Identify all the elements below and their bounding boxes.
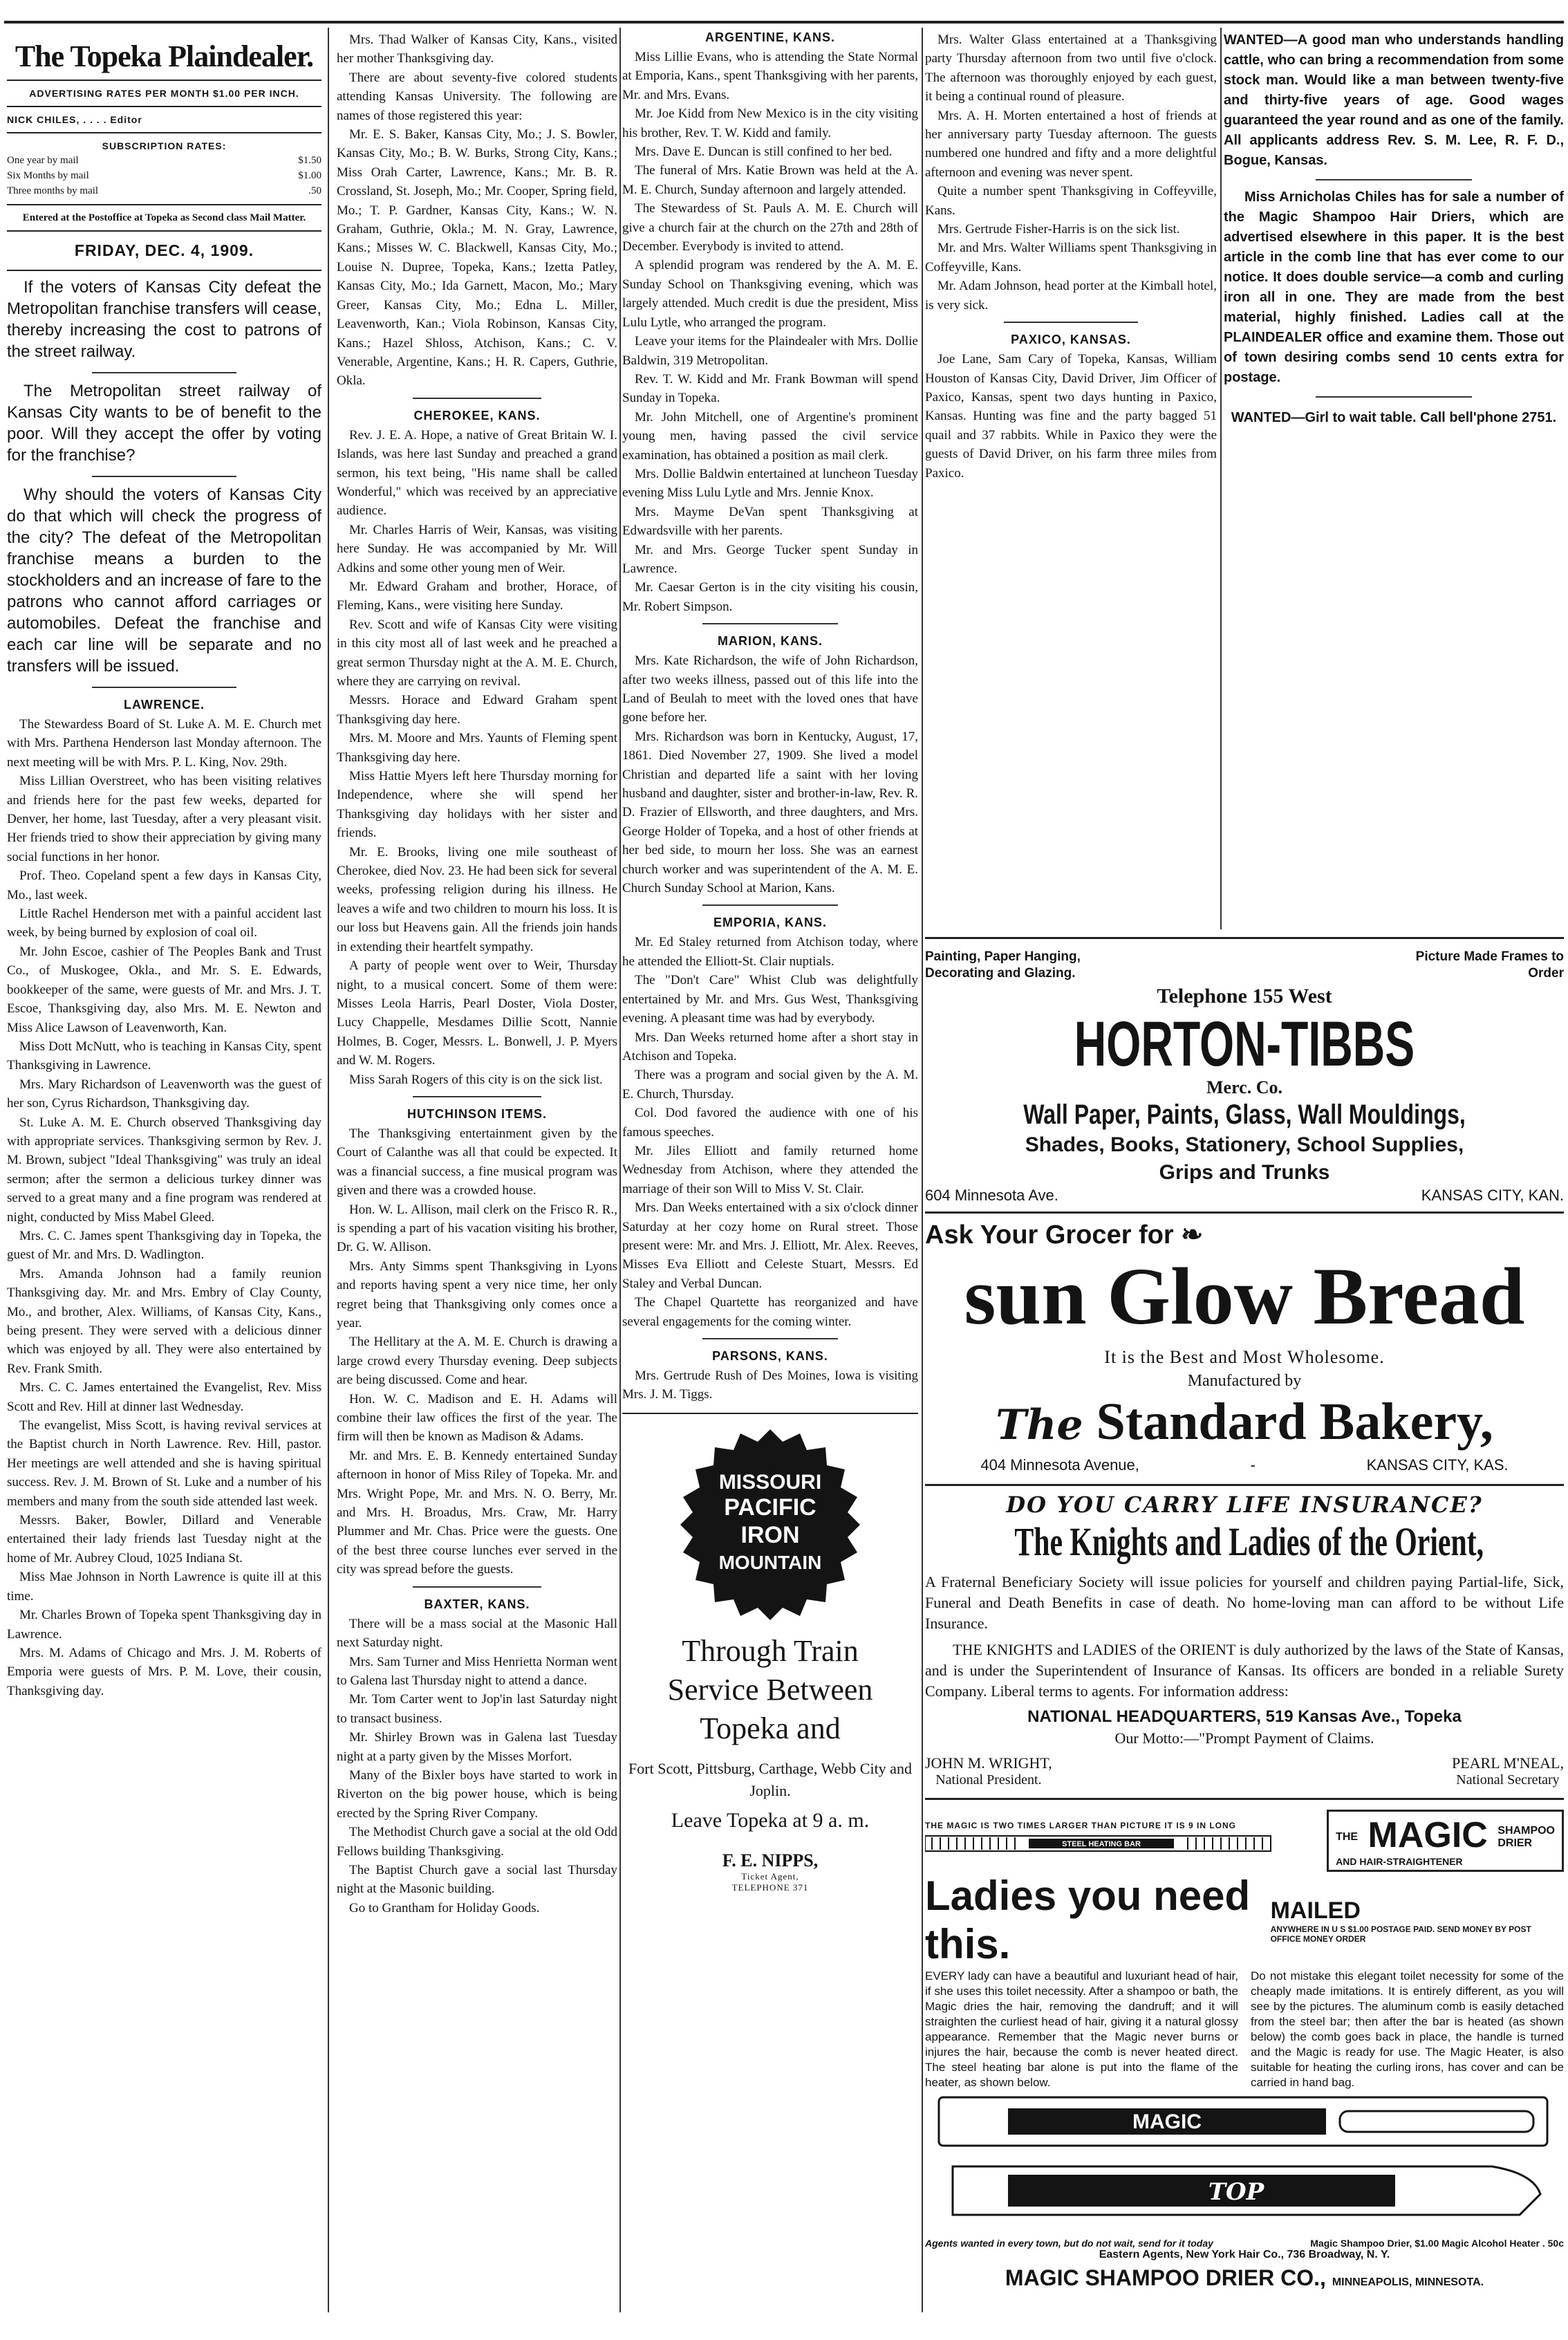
magic-brand-sub: DRIER [1497,1837,1533,1850]
rate-label: One year by mail [7,155,79,166]
horton-city: KANSAS CITY, KAN. [1421,1187,1564,1204]
argentine-news [622,48,918,616]
magic-size-note: THE MAGIC IS TWO TIMES LARGER THAN PICTURE IT IS 9 IN LONG [925,1820,1237,1830]
news-paragraph: Mr. E. Brooks, living one mile southeast of Cherokee, died Nov. 23. He had been sick for several weeks, professing religion during his illness. He leaves a wife and two children to mourn his loss. It is our loss but Heavens gain. All the friends join hands in extending their heartfelt sympathy. [337,844,617,954]
bakery-dash: - [1250,1456,1256,1474]
rate-label: Six Months by mail [7,170,89,181]
bread-manufacturer-label: Manufactured by [1187,1372,1302,1390]
news-paragraph: Many of the Bixler boys have started to work in Riverton on the big power house, which is being erected by the Spring River Company. [337,1767,617,1821]
top-border-rule [4,21,1564,24]
divider [7,270,321,271]
bakery-name: Standard Bakery, [1096,1393,1493,1451]
insurance-question: DO YOU CARRY LIFE INSURANCE? [1006,1492,1483,1518]
horton-phone: Telephone 155 West [1157,985,1332,1008]
section-heading-parsons: PARSONS, KANS. [712,1349,828,1363]
want-ad-girl: WANTED—Girl to wait table. Call bell'phone 2751. [1231,410,1557,425]
bread-slogan: It is the Best and Most Wholesome. [1104,1347,1385,1367]
rail-headline-line: Service Between [667,1672,873,1707]
news-paragraph: Mrs. M. Moore and Mrs. Yaunts of Fleming spent Thanksgiving day here. [337,731,617,765]
news-paragraph: Miss Lillie Evans, who is attending the State Normal at Emporia, Kans., spent Thanksgiving with her parents, Mr. and Mrs. Evans. [622,50,918,102]
news-paragraph: The Baptist Church gave a social last Thursday night at the Masonic building. [337,1862,617,1897]
divider [92,687,236,688]
horton-name: HORTON-TIBBS [1074,1009,1415,1079]
railroad-ad [622,1421,918,1893]
section-heading-marion: MARION, KANS. [718,634,823,649]
horton-tibbs-ad [925,945,1564,1214]
paper-nameplate: The Topeka Plaindealer. [15,39,314,73]
news-paragraph: Mrs. Kate Richardson, the wife of John Richardson, after two weeks illness, passed out of this life into the Land of Beulah to meet with the loved ones that have gone before her. [622,653,918,725]
news-paragraph: Mr. Jiles Elliott and family returned home Wednesday from Atchison, where they attended the marriage of their son Will to Miss V. St. Clair. [622,1143,918,1196]
divider [413,398,542,399]
news-paragraph: Mr. Edward Graham and brother, Horace, of Fleming, Kans., were visiting here Sunday. [337,579,617,613]
news-paragraph: Mr. Caesar Gerton is in the city visiting his cousin, Mr. Robert Simpson. [622,580,918,614]
paxico-news [925,350,1217,483]
news-paragraph: Go to Grantham for Holiday Goods. [349,1900,540,1915]
horton-goods-line: Wall Paper, Paints, Glass, Wall Mouldings, [1023,1099,1466,1130]
news-paragraph: The Stewardess Board of St. Luke A. M. E. Church met with Mrs. Parthena Henderson last Monday afternoon. The next meeting will be with Mrs. P. L. King, Nov. 29th. [7,717,321,770]
fleuron-icon: ❧ [1181,1220,1204,1250]
knights-headquarters: NATIONAL HEADQUARTERS, 519 Kansas Ave., Topeka [1027,1707,1462,1726]
horton-address: 604 Minnesota Ave. [925,1187,1058,1204]
news-paragraph: The Stewardess of St. Pauls A. M. E. Church will give a church fair at the church on the 27th and 28th of December. Everybody is invited to attend. [622,201,918,254]
president-title: National President. [935,1772,1042,1788]
news-paragraph: The Chapel Quartette has reorganized and have several engagements for the coming winter. [622,1295,918,1329]
emporia-news [622,933,918,1331]
news-paragraph: The Methodist Church gave a social at the old Odd Fellows building Thanksgiving. [337,1825,617,1859]
news-paragraph: The Hellitary at the A. M. E. Church is drawing a large crowd every Thursday evening. Deep subjects are being discussed. Come and hear. [337,1335,617,1388]
knights-motto: Our Motto:—"Prompt Payment of Claims. [1114,1729,1374,1747]
rail-headline-line: Through Train [682,1633,859,1668]
news-paragraph: Mrs. M. Adams of Chicago and Mrs. J. M. Roberts of Emporia were guests of Mrs. P. M. Love, their cousin, Thanksgiving day. [7,1645,321,1698]
section-heading-paxico: PAXICO, KANSAS. [1011,333,1131,347]
news-paragraph: Mrs. Gertrude Rush of Des Moines, Iowa is visiting Mrs. J. M. Tiggs. [622,1368,918,1402]
bread-name: sun Glow Bread [964,1251,1525,1341]
news-paragraph: Little Rachel Henderson met with a painful accident last week, by being burned by explosion of coal oil. [7,907,321,940]
section-heading-argentine: ARGENTINE, KANS. [704,30,835,44]
rates-list [7,153,321,198]
divider [92,476,236,477]
news-paragraph: Mrs. Amanda Johnson had a family reunion Thanksgiving day. Mr. and Mrs. Embry of Clay County, Mo., and brother, Alex. Williams, of Kansas City, Kans., being present. They were served with a delicious dinner which was enjoyed by all. They were also entertained by Rev. Frank Smith. [7,1266,321,1376]
divider [702,1338,839,1339]
magic-brand-sub: SHAMPOO [1497,1825,1555,1837]
news-paragraph: Mrs. Richardson was born in Kentucky, August, 17, 1861. Died November 27, 1909. She lived a model Christian and departed life a saint with her loving husband and daughter, sister and brother-in-law, Rev. R. D. Frazier of Ellsworth, and three daughters, and Mrs. George Holder of Topeka, and a host of other friends at her bed side, to mourn her loss. She was an earnest church worker and was superintendent of the A. M. E. Church Sunday School at Marion, Kans. [622,729,918,896]
magic-brand-sub: AND HAIR-STRAIGHTENER [1336,1856,1463,1867]
divider [413,1096,542,1097]
news-paragraph: Messrs. Horace and Edward Graham spent Thanksgiving day here. [337,693,617,727]
divider [1316,179,1472,180]
news-paragraph: Mr. and Mrs. E. B. Kennedy entertained Sunday afternoon in honor of Miss Riley of Topeka. Mr. and Mrs. Wright Pope, Mr. and Mrs. N. O. Berry, Mr. and Mrs. H. Broadus, Mrs. Craw, Mr. Harry Plummer and Mr. Chas. Price were the guests. One of the best three course lunches ever served in the city was spread before the guests. [337,1448,617,1577]
rail-agent-title: Ticket Agent, [741,1870,799,1882]
news-paragraph: Mr. Shirley Brown was in Galena last Tuesday night at a party given by the Misses Morfort. [337,1730,617,1764]
divider [1316,396,1472,398]
news-paragraph: Mrs. Mary Richardson of Leavenworth was the guest of her son, Cyrus Richardson, Thanksgiving day. [7,1077,321,1111]
news-paragraph: Rev. Scott and wife of Kansas City were visiting in this city most all of last week and he preached a great sermon Thursday night at the A. M. E. Church, where they are carrying on revival. [337,617,617,689]
news-paragraph: Rev. T. W. Kidd and Mr. Frank Bowman will spend Sunday in Topeka. [622,371,918,406]
knights-body: A Fraternal Beneficiary Society will issue policies for yourself and children paying Partial-life, Sick, Funeral and Death Benefits in case of death. No home-loving man can afford to be without Life Insurance. [925,1573,1564,1632]
news-paragraph: There will be a mass social at the Masonic Hall next Saturday night. [337,1616,617,1651]
news-paragraph: Mrs. C. C. James entertained the Evangelist, Rev. Miss Scott and Rev. Hill at dinner last Wednesday. [7,1380,321,1414]
rate-row [7,153,321,168]
rate-price: $1.50 [298,155,321,166]
news-paragraph: Mrs. C. C. James spent Thanksgiving day in Topeka, the guest of Mr. and Mrs. D. Wadlington. [7,1228,321,1263]
news-paragraph: Mr. Ed Staley returned from Atchison today, where he attended the Elliott-St. Clair nuptials. [622,935,918,969]
news-paragraph: Leave your items for the Plaindealer with Mrs. Dollie Baldwin, 319 Metropolitan. [622,334,918,368]
section-heading-baxter: BAXTER, KANS. [424,1597,530,1611]
column-2 [337,30,617,2319]
magic-left-copy: EVERY lady can have a beautiful and luxuriant head of hair, if she uses this toilet necessity. After a shampoo or bath, the Magic dries the hair, removing the dandruff; and it will straighten the curliest head of hair, giving it a natural glossy appearance. Remember that the Magic never burns or injures the hair, because the comb is never heated direct. The steel heating bar alone is put into the flame of the heater, as shown below. [925,1969,1238,2089]
secretary-title: National Secretary [1456,1772,1560,1788]
hutchinson-news [337,1124,617,1579]
divider [1004,322,1138,323]
news-paragraph: Col. Dod favored the audience with one of his famous speeches. [622,1106,918,1140]
issue-date: FRIDAY, DEC. 4, 1909. [74,241,254,259]
sun-glow-bread-ad [925,1214,1564,1486]
column-1 [7,30,321,2319]
knights-title: The Knights and Ladies of the Orient, [1014,1519,1484,1564]
news-paragraph: The Thanksgiving entertainment given by the Court of Calanthe was all that could be expected. It was a financial success, a fine musical program was given and there was a crowded house. [337,1126,617,1198]
parsons-news [622,1366,918,1404]
column-rule [328,28,329,2312]
heater-top-label: TOP [1208,2178,1264,2206]
entry-note: Entered at the Postoffice at Topeka as Second class Mail Matter. [22,212,306,223]
news-paragraph: Mr. Charles Harris of Weir, Kansas, was visiting here Sunday. He was accompanied by Mr. Will Adkins and some other young men of Weir. [337,522,617,575]
rail-agent-name: F. E. NIPPS, [722,1850,819,1870]
news-paragraph: Messrs. Baker, Bowler, Dillard and Venerable entertained their lady friends last Tuesday night at the home of Mr. Aubrey Cloud, 1025 Indiana St. [7,1513,321,1566]
news-paragraph: Prof. Theo. Copeland spent a few days in Kansas City, Mo., last week. [7,869,321,902]
logo-line: MISSOURI [718,1470,822,1494]
divider [622,1413,918,1414]
news-paragraph: Mrs. Dave E. Duncan is still confined to her bed. [635,145,893,160]
baxter-news [337,1615,617,1918]
magic-brand-the: THE [1336,1831,1359,1844]
section-heading-hutchinson: HUTCHINSON ITEMS. [407,1106,547,1121]
bread-ask: Ask Your Grocer for [925,1220,1174,1250]
column-rule [922,28,923,2312]
kansas-university-news [337,30,617,391]
magic-company-city: MINNEAPOLIS, MINNESOTA. [1332,2276,1484,2288]
news-paragraph: Hon. W. L. Allison, mail clerk on the Frisco R. R., is spending a part of his vacation visiting his brother, Dr. G. W. Allison. [337,1202,617,1255]
news-paragraph: Mrs. Anty Simms spent Thanksgiving in Lyons and reports having spent a very nice time, her only regret being that Thanksgiving only comes once a year. [337,1259,617,1330]
knights-body-2: THE KNIGHTS and LADIES of the ORIENT is duly authorized by the laws of the State of Kansas, and is under the Superintendent of Insurance of Kansas. Its officers are bonded in a reliable Surety Company. Liberal terms to agents. For information address: [925,1641,1564,1700]
news-paragraph: Mrs. Thad Walker of Kansas City, Kans., visited her mother Thanksgiving day. [337,32,617,66]
section-heading-cherokee: CHEROKEE, KANS. [413,408,541,423]
column-rule [1220,28,1222,929]
horton-frames: Picture Made Frames to Order [1415,949,1564,981]
news-paragraph: Mr. Charles Brown of Topeka spent Thanksgiving day in Lawrence. [7,1608,321,1642]
steel-bar-label: STEEL HEATING BAR [1062,1839,1141,1848]
divider [7,204,321,205]
news-paragraph: St. Luke A. M. E. Church observed Thanksgiving day with appropriate services. Thanksgiving sermon by Rev. J. M. Brown, subject "Ideal Thanksgiving" was truly an ideal sermon; after the sermon a delicious turkey dinner was served to a great many and a fine program was rendered at night, conducted by Miss Mabel Gleed. [7,1115,321,1225]
news-paragraph: Mrs. Mayme DeVan spent Thanksgiving at Edwardsville with her parents. [622,504,918,539]
missouri-pacific-logo-icon [666,1421,874,1628]
ad-rates: ADVERTISING RATES PER MONTH $1.00 PER INCH. [29,88,299,99]
rail-departure: Leave Topeka at 9 a. m. [671,1808,870,1832]
news-paragraph: Mrs. Gertrude Fisher-Harris is on the sick list. [937,222,1180,237]
news-paragraph: Miss Mae Johnson in North Lawrence is quite ill at this time. [7,1570,321,1604]
news-paragraph: Hon. W. C. Madison and E. H. Adams will combine their law offices the first of the year. The firm will then be known as Madison & Adams. [337,1391,617,1445]
rate-price: $1.00 [298,170,321,181]
news-paragraph: Mrs. Dan Weeks returned home after a short stay in Atchison and Topeka. [622,1030,918,1064]
news-paragraph: Quite a number spent Thanksgiving in Coffeyville, Kans. [925,184,1217,218]
divider [702,623,839,624]
divider [92,372,236,373]
news-paragraph: A party of people went over to Weir, Thursday night, to a musical concert. Some of them were: Misses Leola Harris, Pearl Doster, Viola Doster, Lucy Chappelle, Mesdames Dillie Scott, Nannie Holmes, B. Coger, Messrs. L. Bonwell, J. P. Myers and W. M. Rogers. [337,958,617,1068]
column-3 [622,30,918,2319]
news-paragraph: There are about seventy-five colored students attending Kansas University. The following are names of those registered this year: [337,70,617,123]
drier-and-heater-illustration-icon [925,2090,1561,2229]
logo-line: PACIFIC [724,1494,816,1521]
horton-merc: Merc. Co. [1206,1077,1282,1097]
display-ads [925,937,1564,2319]
news-paragraph: Mrs. Sam Turner and Miss Henrietta Norman went to Galena last Thursday night to attend a dance. [337,1654,617,1688]
news-paragraph: A splendid program was rendered by the A. M. E. Sunday School on Thanksgiving evening, which was largely attended. Much credit is due the president, Miss Lulu Lytle, who arranged the program. [622,258,918,330]
news-paragraph: Mr. John Escoe, cashier of The Peoples Bank and Trust Co., of Muskogee, Okla., and Mr. S. E. Edwards, bookkeeper of the same, were guests of Mr. and Mrs. J. T. Escoe, Thanksgiving day, also Mrs. M. E. Newton and Miss Alice Lawson of Leavenworth, Kan. [7,944,321,1035]
secretary-name: PEARL M'NEAL, [1451,1754,1564,1772]
news-paragraph: The funeral of Mrs. Katie Brown was held at the A. M. E. Church, Sunday afternoon and largely attended. [622,163,918,197]
news-paragraph: Mrs. A. H. Morten entertained a host of friends at her anniversary party Tuesday afternoon. The guests numbered one hundred and fifty and a more delightful afternoon and evening was never spent. [925,108,1217,180]
magic-brand: MAGIC [1368,1815,1488,1855]
news-paragraph: Mrs. Dollie Baldwin entertained at luncheon Tuesday evening Miss Lulu Lytle and Mrs. Jennie Knox. [622,466,918,501]
knights-ladies-ad [925,1486,1564,1800]
news-paragraph: There was a program and social given by the A. M. E. Church, Thursday. [622,1068,918,1102]
news-paragraph: The evangelist, Miss Scott, is having revival services at the Baptist church in North Lawrence. Rev. Hill, pastor. Her meetings are well attended and she is having spiritual success. Rev. J. M. Brown of St. Luke and a number of his members and many from the south side attended last week. [7,1418,321,1509]
magic-agents: Agents wanted in every town, but do not wait, send for it today [925,2238,1213,2249]
marion-news [622,651,918,898]
bakery-city: KANSAS CITY, KAS. [1366,1456,1509,1474]
chiles-drier-ad: Miss Arnicholas Chiles has for sale a number of the Magic Shampoo Hair Driers, which are advertised elsewhere in this paper. It is the best article in the comb line that has ever come to our notice. It does double service—a comb and curling iron all in one. They are made from the best material, highly finished. Ladies call at the PLAINDEALER office and examine them. Those out of town desiring combs send 10 cents extra for postage. [1224,189,1564,385]
editorial-paragraph: If the voters of Kansas City defeat the Metropolitan franchise transfers will cease, thereby increasing the cost to patrons of the street railway. [7,278,321,361]
rail-headline-line: Topeka and [700,1711,841,1745]
news-paragraph: Mr. Joe Kidd from New Mexico is in the city visiting his brother, Rev. T. W. Kidd and family. [622,106,918,140]
comb-brand-label: MAGIC [1132,2110,1202,2133]
divider [925,937,1564,939]
divider [7,230,321,232]
editorial-paragraph: Why should the voters of Kansas City do that which will check the progress of the city? The defeat of the Metropolitan franchise means a burden to the stockholders and an increase of fare to the patrons who cannot afford carriages or automobiles. Defeat the franchise and each car line will be separate and no transfers will be issued. [7,485,321,676]
president-name: JOHN M. WRIGHT, [925,1754,1052,1772]
news-paragraph: Mr. Adam Johnson, head porter at the Kimball hotel, is very sick. [925,279,1217,313]
divider [7,80,321,81]
logo-line: IRON [740,1521,800,1548]
news-paragraph: Joe Lane, Sam Cary of Topeka, Kansas, William Houston of Kansas City, David Driver, Jim Officer of Paxico, Kansas, spent two days hunting in Paxico, Kansas. Hunting was fine and the party bagged 51 quail and 37 rabbits. While in Paxico they were the guests of David Driver, on his farm three miles from Paxico. [925,352,1217,481]
rail-agent-phone: TELEPHONE 371 [731,1882,809,1893]
subscription-heading: SUBSCRIPTION RATES: [102,140,227,151]
news-paragraph: Mr. and Mrs. George Tucker spent Sunday in Lawrence. [622,542,918,576]
cherokee-news [337,426,617,1089]
society-news [925,30,1217,315]
magic-mailed-terms: ANYWHERE IN U S $1.00 POSTAGE PAID. SEND MONEY BY POST OFFICE MONEY ORDER [1270,1924,1531,1944]
horton-services: Painting, Paper Hanging, Decorating and Glazing. [925,949,1081,981]
news-paragraph: Mrs. Dan Weeks entertained with a six o'clock dinner Saturday at her cozy home on Rural street. Those present were: Mr. and Mrs. J. Elliott, Mr. Alex. Reeves, Misses Eva Elliott and Celeste Stuart, Messrs. Ed Staley and Verbal Duncan. [622,1200,918,1291]
news-paragraph: The "Don't Care" Whist Club was delightfully entertained by Mr. and Mrs. Gus West, Thanksgiving evening. A pleasant time was had by everybody. [622,973,918,1026]
divider [413,1586,542,1588]
magic-mailed: MAILED [1270,1897,1361,1924]
editor-line: NICK CHILES, . . . . Editor [7,114,142,125]
bakery-address: 404 Minnesota Avenue, [980,1456,1139,1474]
rate-label: Three months by mail [7,185,99,196]
lawrence-news [7,715,321,1700]
column-rule [619,28,621,2312]
section-heading-emporia: EMPORIA, KANS. [713,916,827,930]
magic-right-copy: Do not mistake this elegant toilet necessity for some of the cheaply made imitations. It is entirely different, as you will see by the pictures. The aluminum comb is easily detached from the steel bar; then after the bar is heated (as shown below) the comb goes back in place, the handle is turned and the Magic is ready for use. The Magic Heater, is also suitable for heating the curling irons, has cover and can be carried in hand bag. [1251,1969,1564,2089]
rate-price: .50 [308,185,321,196]
magic-brand-box [1327,1810,1564,1872]
column-4 [925,30,1217,916]
news-paragraph: Mr. Tom Carter went to Jop'in last Saturday night to transact business. [337,1692,617,1726]
magic-company: MAGIC SHAMPOO DRIER CO., [1005,2265,1326,2290]
bakery-the: The [996,1401,1083,1449]
news-paragraph: Mr. and Mrs. Walter Williams spent Thanksgiving in Coffeyville, Kans. [925,241,1217,275]
news-paragraph: Miss Hattie Myers left here Thursday morning for Independence, where she will spend her Thanksgiving day holidays with her sister and friends. [337,769,617,841]
news-paragraph: Miss Sarah Rogers of this city is on the sick list. [349,1072,603,1087]
magic-eastern-agents: Eastern Agents, New York Hair Co., 736 Broadway, N. Y. [1099,2249,1390,2260]
magic-shampoo-ad [925,1800,1564,2291]
want-ad-cattle: WANTED—A good man who understands handling cattle, who can bring a recommendation from some stock man. Would like a man between twenty-five and thirty-five years of age. Good wages guaranteed the year round and as one of the family. All applicants address Rev. S. M. Lee, R. F. D., Bogue, Kansas. [1224,32,1564,168]
news-paragraph: Mr. John Mitchell, one of Argentine's prominent young men, having passed the civil service examination, has obtained a position as mail clerk. [622,409,918,463]
logo-line: MOUNTAIN [718,1551,822,1573]
news-paragraph: Miss Dott McNutt, who is teaching in Kansas City, spent Thanksgiving in Lawrence. [7,1039,321,1073]
divider [702,904,839,906]
news-paragraph: Mrs. Walter Glass entertained at a Thanksgiving party Thursday afternoon from two until five o'clock. The afternoon was thoroughly enjoyed by each guest, it being a continual round of pleasure. [925,32,1217,104]
section-heading-lawrence: LAWRENCE. [124,698,205,712]
news-paragraph: Rev. J. E. A. Hope, a native of Great Britain W. I. Islands, was here last Sunday and preached a grand sermon, his text being, "His name shall be called Wonderful," which was received by an appreciative audience. [337,427,617,519]
divider [7,106,321,107]
rail-cities: Fort Scott, Pittsburg, Carthage, Webb City and Joplin. [628,1759,912,1799]
rate-row [7,183,321,198]
magic-headline: Ladies you need this. [925,1873,1251,1967]
rate-row [7,168,321,183]
horton-goods-line: Shades, Books, Stationery, School Supplies, [1025,1133,1464,1156]
magic-prices: Magic Shampoo Drier, $1.00 Magic Alcohol Heater . 50c [1310,2238,1564,2249]
column-5 [1224,30,1564,916]
comb-illustration-icon [925,1830,1285,1858]
news-paragraph: Mr. E. S. Baker, Kansas City, Mo.; J. S. Bowler, Kansas City, Mo.; B. W. Burks, Strong City, Kans.; Miss Orah Carter, Lawrence, Kans.; Mr. B. R. Crossland, St. Joseph, Mo.; Mr. Cooper, Spring field, Mo.; T. P. Gardner, Kansas City, Kans.; W. N. Graham, Guthrie, Okla.; M. N. Gray, Lawrence, Kans.; Misses W. C. Blackwell, Kansas City, Mo.; Louise N. Dupree, Topeka, Kans.; Izetta Patley, Kansas City, Mo.; Ida Garnett, Macon, Mo.; Mary Greer, Kansas City, Mo.; Edna L. Miller, Leavenworth, Kan.; Viola Robinson, Kansas City, Kans.; Hazel Shloss, Atchison, Kans.; C. V. Venerable, Argentine, Kans.; H. R. Capers, Guthrie, Okla. [337,127,617,389]
divider [7,132,321,133]
news-paragraph: Miss Lillian Overstreet, who has been visiting relatives and friends here for the past few weeks, departed for Denver, her home, last Tuesday, after a very pleasant visit. Her friends tried to show their appreciation by giving many social functions in her honor. [7,774,321,864]
horton-goods-line: Grips and Trunks [1159,1161,1330,1184]
editorial-paragraph: The Metropolitan street railway of Kansas City wants to be of benefit to the poor. Will they accept the offer by voting for the franchise? [7,382,321,465]
